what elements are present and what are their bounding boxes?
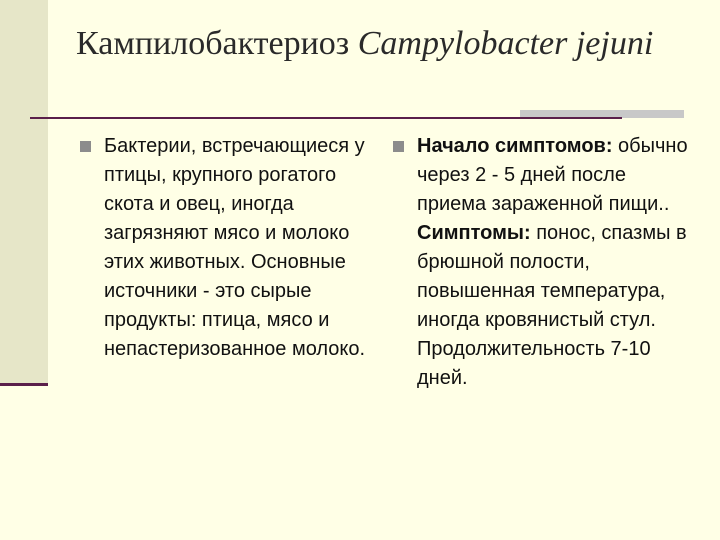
bullet-square-icon (80, 141, 91, 152)
onset-text: обычно через 2 - 5 дней после приема зараженной пищи.. (417, 135, 688, 215)
left-band-accent-line (0, 383, 48, 386)
left-bullet-item (80, 132, 370, 364)
bullet-square-icon (393, 141, 404, 152)
symptoms-label: Симптомы: (417, 222, 531, 244)
onset-label: Начало симптомов: (417, 135, 613, 157)
left-bullet-text: Бактерии, встречающиеся у птицы, крупного рогатого скота и овец, иногда загрязняют мясо и молоко этих животных. Основные источники - это сырые продукты: птица, мясо и непастеризованное молоко. (104, 135, 366, 360)
title-main: Кампилобактериоз (76, 25, 350, 62)
right-bullet-item (393, 132, 693, 393)
left-decorative-band (0, 0, 48, 386)
title-latin: Campylobacter jejuni (357, 25, 654, 62)
symptoms-text: понос, спазмы в брюшной полости, повышенная температура, иногда кровянистый стул. Продолжительность 7-10 дней. (417, 222, 687, 389)
slide-title (76, 20, 676, 68)
title-underline (30, 117, 622, 119)
right-bullet-text (417, 132, 693, 393)
